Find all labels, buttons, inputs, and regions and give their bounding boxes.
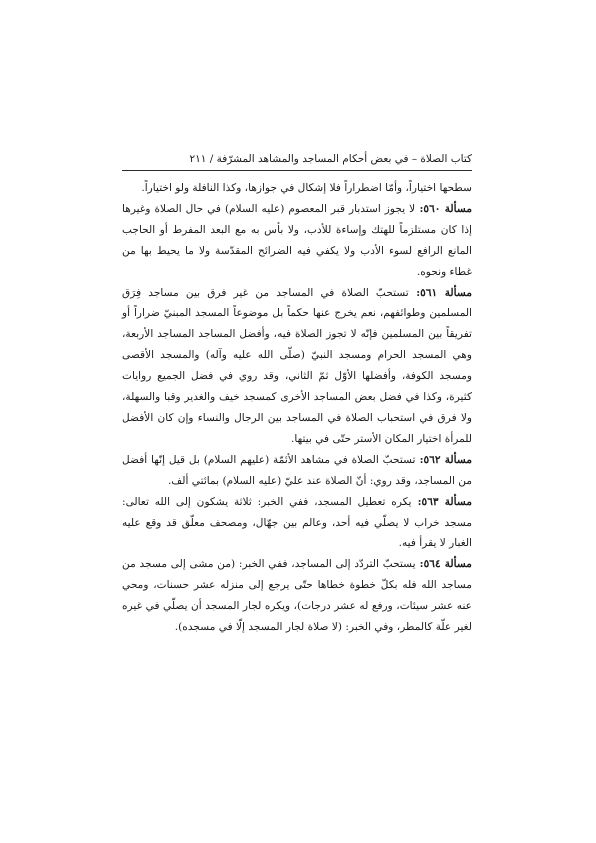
issue-label: مسألة ٥٦٤:	[415, 558, 472, 571]
issue-564	[122, 554, 472, 638]
running-header: كتاب الصلاة – في بعض أحكام المساجد والمشاهد المشرّفة / ٢١١	[189, 153, 472, 165]
page-body	[122, 178, 472, 638]
issue-561	[122, 283, 472, 450]
issue-text: تستحبّ الصلاة في المساجد من غير فرق بين مساجد فِرَق المسلمين وطوائفهم، نعم يخرج عنها حكماً بل موضوعاً المسجد المبنيّ ضراراً أو تفريقاً بين المسلمين فإنّه لا تجوز الصلاة فيه، وأفضل المساجد المساجد الأربعة، وهي المسجد الحرام ومسجد النبيّ (صلّى الله عليه وآله) والمسجد الأقصى ومسجد الكوفة، وأفضلها الأوّل ثمّ الثاني، وقد روي في فضل الجميع روايات كثيرة، وكذا في فضل بعض المساجد الأخرى كمسجد خيف والغدير وقبا والسهلة، ولا فرق في استحباب الصلاة في المساجد بين الرجال والنساء وإن كان الأفضل للمرأة اختيار المكان الأستر حتّى في بيتها.	[122, 286, 472, 445]
paragraph-text: سطحها اختياراً، وأمّا اضطراراً فلا إشكال في جوازها، وكذا النافلة ولو اختياراً.	[141, 182, 472, 194]
issue-560	[122, 199, 472, 283]
issue-text: يكره تعطيل المسجد، ففي الخبر: ثلاثة يشكون إلى الله تعالى: مسجد خراب لا يصلّي فيه أحد، وعالم بين جهّال، ومصحف معلّق قد وقع عليه الغبار لا يقرأ فيه.	[122, 495, 472, 550]
issue-text: يستحبّ التردّد إلى المساجد، ففي الخبر: (من مشى إلى مسجد من مساجد الله فله بكلّ خطوة خطاها حتّى يرجع إلى منزله عشر حسنات، ومحي عنه عشر سيئات، ورفع له عشر درجات)، ويكره لجار المسجد أن يصلّي في غيره لغير علّة كالمطر، وفي الخبر: (لا صلاة لجار المسجد إلّا في مسجده).	[122, 558, 472, 634]
issue-label: مسألة ٥٦٢:	[415, 453, 472, 466]
header-rule	[122, 170, 472, 171]
issue-562	[122, 450, 472, 492]
issue-text: تستحبّ الصلاة في مشاهد الأئمّة (عليهم السلام) بل قيل إنّها أفضل من المساجد، وقد روي: أنّ الصلاة عند عليّ (عليه السلام) بمائتي ألف.	[122, 453, 472, 487]
issue-label: مسألة ٥٦٠:	[415, 202, 472, 215]
issue-label: مسألة ٥٦٣:	[411, 495, 472, 508]
issue-563	[122, 492, 472, 555]
issue-label: مسألة ٥٦١:	[408, 286, 472, 299]
paragraph-0	[122, 178, 472, 199]
issue-text: لا يجوز استدبار قبر المعصوم (عليه السلام) في حال الصلاة وغيرها إذا كان مستلزماً للهتك وإساءة للأدب، ولا بأس به مع البعد المفرط أو الحاجب المانع الرافع لسوء الأدب ولا يكفي فيه الضرائح المقدّسة ولا ما يحيط بها من غطاء ونحوه.	[122, 202, 472, 278]
